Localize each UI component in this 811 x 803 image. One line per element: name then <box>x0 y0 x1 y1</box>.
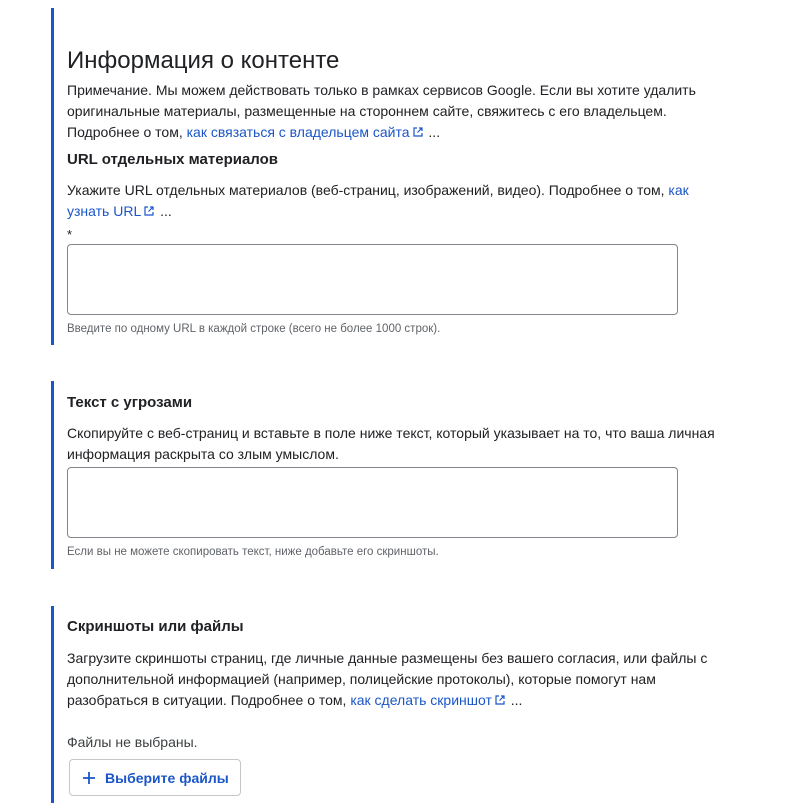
content-info-title: Информация о контенте <box>67 47 340 74</box>
threat-text-section <box>51 381 751 569</box>
urls-hint: Введите по одному URL в каждой строке (всего не более 1000 строк). <box>67 323 441 335</box>
files-suffix: ... <box>510 692 523 708</box>
files-status: Файлы не выбраны. <box>67 734 198 750</box>
content-info-section <box>51 8 751 345</box>
find-url-link[interactable]: как узнать URL <box>67 182 689 219</box>
required-mark: * <box>67 227 73 242</box>
note-text: Примечание. Мы можем действовать только в рамках сервисов Google. Если вы хотите удалить оригинальные материалы, размещенные на стороннем сайте, свяжитесь с его владельцем. Подробнее о том, <box>67 82 696 140</box>
external-link-icon <box>144 206 154 216</box>
take-screenshot-link[interactable]: как сделать скриншот <box>350 692 492 708</box>
files-description <box>67 648 737 711</box>
choose-files-label: Выберите файлы <box>105 769 229 786</box>
urls-suffix: ... <box>160 203 172 219</box>
external-link-icon <box>495 695 505 705</box>
external-link-icon <box>413 127 423 137</box>
threat-heading: Текст с угрозами <box>67 394 193 411</box>
urls-textarea[interactable] <box>67 244 678 315</box>
content-info-note <box>67 80 727 143</box>
threat-description: Скопируйте с веб-страниц и вставьте в поле ниже текст, который указывает на то, что ваша личная информация раскрыта со злым умыслом. <box>67 425 715 462</box>
urls-heading: URL отдельных материалов <box>67 151 279 168</box>
files-heading: Скриншоты или файлы <box>67 618 244 635</box>
choose-files-button[interactable] <box>69 759 241 796</box>
plus-icon <box>82 771 96 785</box>
urls-description-text: Укажите URL отдельных материалов (веб-страниц, изображений, видео). Подробнее о том, <box>67 182 665 198</box>
files-description-text: Загрузите скриншоты страниц, где личные данные размещены без вашего согласия, или файлы с дополнительной информацией (например, полицейские протоколы), которые помогут нам разобраться в ситуации. Подробнее о том, <box>67 650 708 708</box>
note-suffix: ... <box>428 124 441 140</box>
threat-textarea[interactable] <box>67 467 678 538</box>
threat-hint: Если вы не можете скопировать текст, ниже добавьте его скриншоты. <box>67 546 439 558</box>
urls-description <box>67 180 727 222</box>
contact-owner-link[interactable]: как связаться с владельцем сайта <box>186 124 410 140</box>
files-section <box>51 606 751 803</box>
